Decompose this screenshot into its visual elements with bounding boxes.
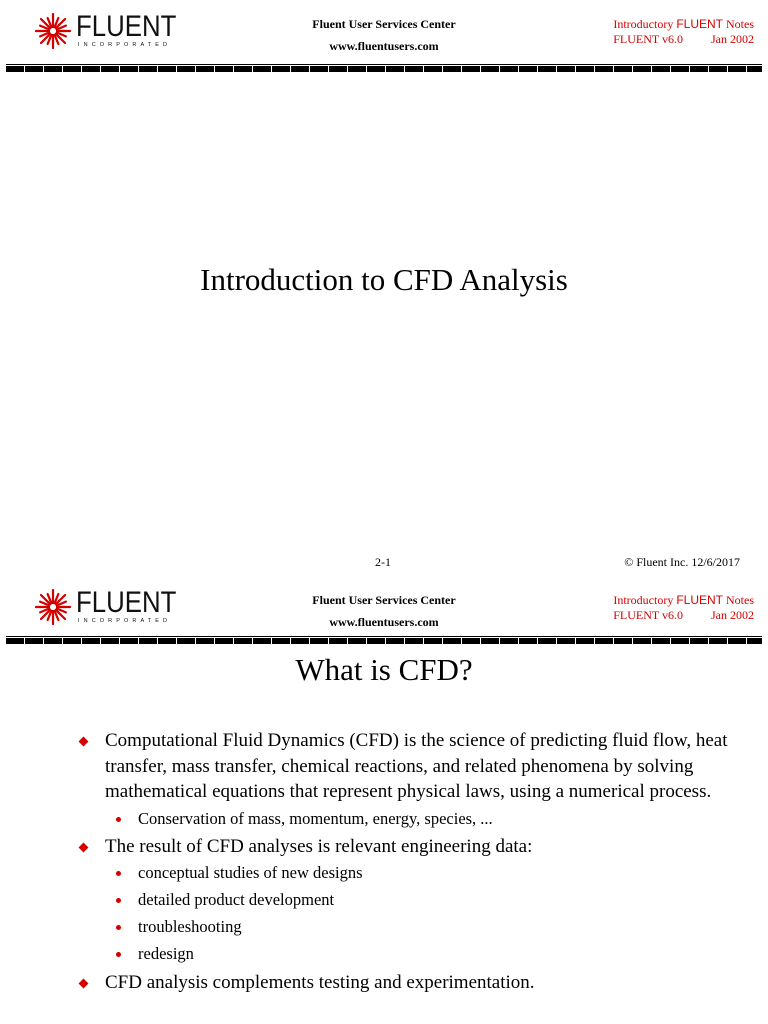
- dot-bullet-icon: [116, 817, 121, 822]
- notes-brand: FLUENT: [676, 17, 723, 31]
- header-right: [560, 593, 754, 623]
- fluent-logo: [34, 586, 177, 626]
- logo-wordmark: FLUENT: [76, 10, 177, 43]
- sub-bullet-item: [78, 913, 738, 940]
- bullet-item: [78, 834, 738, 860]
- sub-bullet-item: [78, 886, 738, 913]
- page-number: 2-1: [375, 555, 391, 569]
- bullet-item: [78, 728, 738, 805]
- header-center: [268, 589, 500, 633]
- header-center-title: Fluent User Services Center: [312, 593, 456, 607]
- date-label: Jan 2002: [711, 608, 754, 622]
- slide-title: Introduction to CFD Analysis: [200, 262, 568, 297]
- header-rule-thin: [6, 636, 762, 637]
- dot-bullet-icon: [116, 898, 121, 903]
- diamond-bullet-icon: [79, 737, 89, 747]
- sub-bullet-item: [78, 859, 738, 886]
- sub-bullet-text: Conservation of mass, momentum, energy, species, ...: [138, 808, 493, 828]
- notes-prefix: Introductory: [613, 593, 677, 607]
- bullet-item: [78, 970, 738, 996]
- dot-bullet-icon: [116, 952, 121, 957]
- header-center-url: www.fluentusers.com: [329, 39, 439, 53]
- bullet-text: The result of CFD analyses is relevant engineering data:: [105, 835, 533, 857]
- bullet-text: Computational Fluid Dynamics (CFD) is the science of predicting fluid flow, heat transfer, mass transfer, chemical reactions, and related phenomena by solving mathematical equations that represent physical laws, using a numerical process.: [105, 730, 728, 802]
- notes-suffix: Notes: [723, 593, 754, 607]
- header-rule: [6, 66, 762, 72]
- header-center: [268, 13, 500, 57]
- notes-prefix: Introductory: [613, 17, 677, 31]
- slide-title: What is CFD?: [295, 652, 473, 687]
- bullet-list: [78, 728, 738, 996]
- logo-wordmark: FLUENT: [76, 586, 177, 619]
- sub-bullet-item: [78, 805, 738, 832]
- header-right: [560, 17, 754, 47]
- sub-bullet-text: troubleshooting: [138, 917, 242, 936]
- fluent-logo: [34, 10, 177, 50]
- header-right-line2: [560, 608, 754, 623]
- fluent-starburst-icon: [34, 12, 72, 50]
- sub-bullet-text: conceptual studies of new designs: [138, 863, 363, 882]
- header-rule: [6, 638, 762, 644]
- header-center-url: www.fluentusers.com: [329, 615, 439, 629]
- notes-brand: FLUENT: [676, 593, 723, 607]
- dot-bullet-icon: [116, 925, 121, 930]
- logo-subtitle: INCORPORATED: [78, 618, 172, 624]
- dot-bullet-icon: [116, 871, 121, 876]
- header-center-title: Fluent User Services Center: [312, 17, 456, 31]
- diamond-bullet-icon: [79, 842, 89, 852]
- bullet-text: CFD analysis complements testing and experimentation.: [105, 972, 535, 993]
- logo-subtitle: INCORPORATED: [78, 42, 172, 48]
- fluent-starburst-icon: [34, 588, 72, 626]
- sub-bullet-text: redesign: [138, 944, 194, 963]
- header-right-line1: [560, 17, 754, 32]
- version-label: FLUENT v6.0: [613, 608, 683, 622]
- notes-suffix: Notes: [723, 17, 754, 31]
- version-label: FLUENT v6.0: [613, 32, 683, 46]
- date-label: Jan 2002: [711, 32, 754, 46]
- slide-what-is-cfd: [0, 576, 768, 1024]
- header-right-line1: [560, 593, 754, 608]
- header-rule-thin: [6, 64, 762, 65]
- sub-bullet-item: [78, 940, 738, 967]
- copyright-notice: © Fluent Inc. 12/6/2017: [624, 555, 740, 569]
- header-right-line2: [560, 32, 754, 47]
- sub-bullet-text: detailed product development: [138, 890, 335, 909]
- diamond-bullet-icon: [79, 979, 89, 989]
